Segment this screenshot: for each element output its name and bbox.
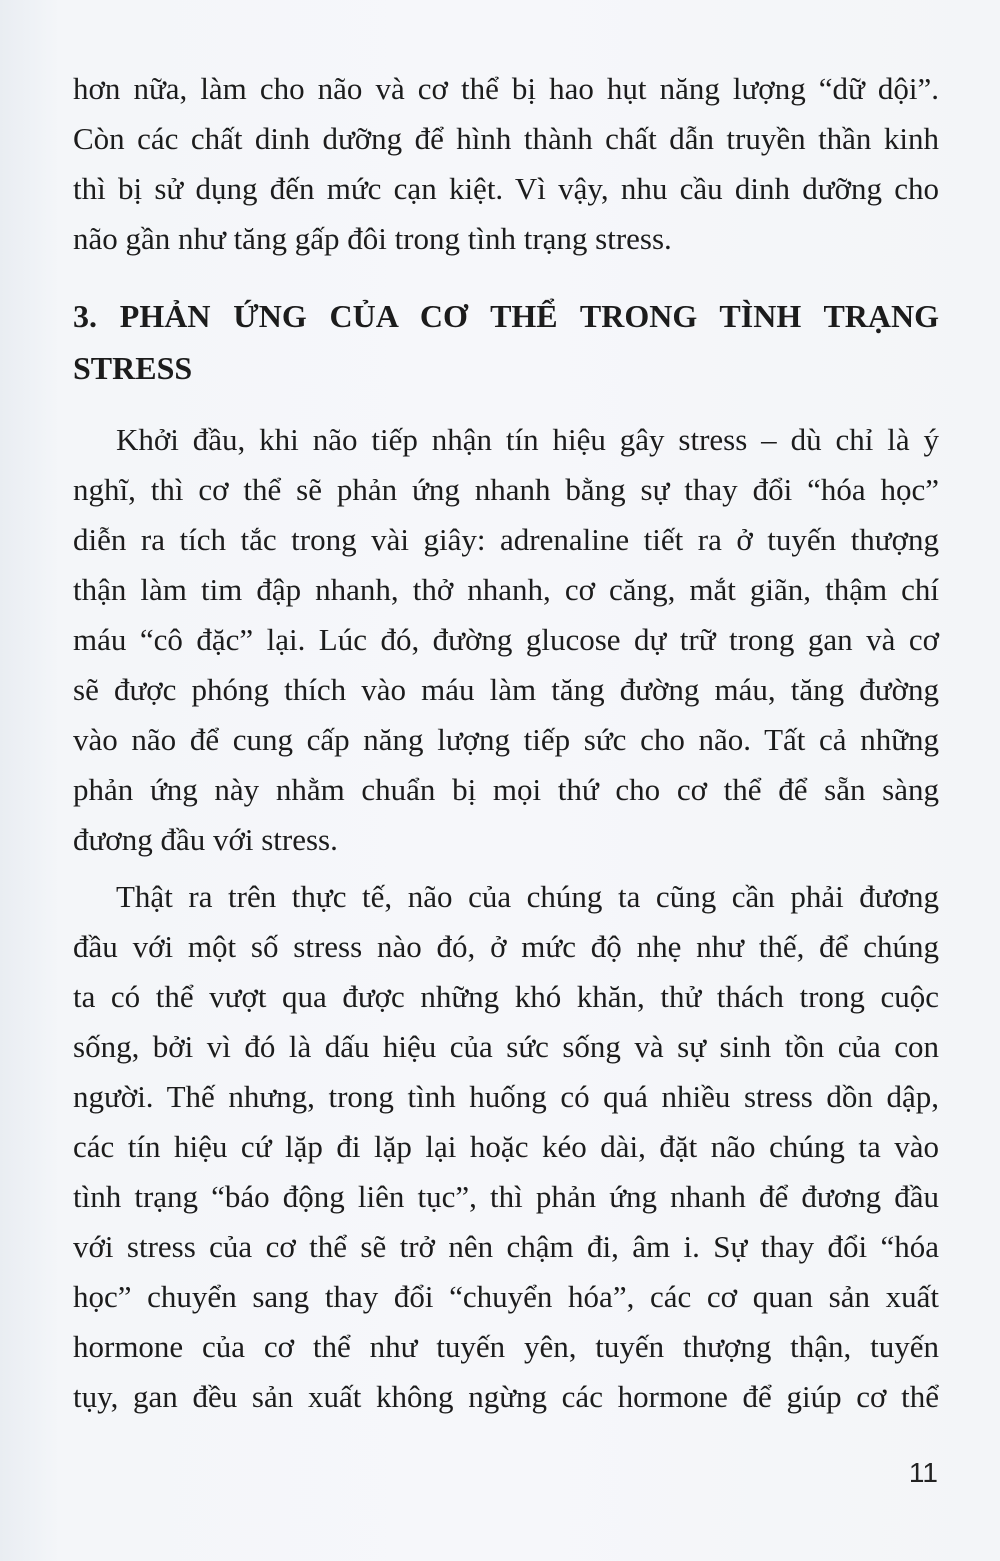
- text-line: tình trạng “báo động liên tục”, thì phản ứng nhanh để đương đầu: [73, 1179, 939, 1214]
- text-line: não gần như tăng gấp đôi trong tình trạng stress.: [73, 221, 672, 256]
- text-line: thận làm tim đập nhanh, thở nhanh, cơ căng, mắt giãn, thậm chí: [73, 572, 939, 607]
- text-line: người. Thế nhưng, trong tình huống có quá nhiều stress dồn dập,: [73, 1079, 939, 1114]
- text-line: máu “cô đặc” lại. Lúc đó, đường glucose dự trữ trong gan và cơ: [73, 622, 939, 657]
- text-line: thì bị sử dụng đến mức cạn kiệt. Vì vậy, nhu cầu dinh dưỡng cho: [73, 171, 939, 206]
- text-line: với stress của cơ thể sẽ trở nên chậm đi, âm i. Sự thay đổi “hóa: [73, 1229, 939, 1264]
- text-line: học” chuyển sang thay đổi “chuyển hóa”, các cơ quan sản xuất: [73, 1279, 939, 1314]
- text-line: ta có thể vượt qua được những khó khăn, thử thách trong cuộc: [73, 979, 939, 1014]
- text-line: đương đầu với stress.: [73, 822, 338, 857]
- text-line: Còn các chất dinh dưỡng để hình thành chất dẫn truyền thần kinh: [73, 121, 939, 156]
- text-line: các tín hiệu cứ lặp đi lặp lại hoặc kéo dài, đặt não chúng ta vào: [73, 1129, 939, 1164]
- text-line: Khởi đầu, khi não tiếp nhận tín hiệu gây stress – dù chỉ là ý: [116, 422, 939, 457]
- text-line: phản ứng này nhằm chuẩn bị mọi thứ cho cơ thể để sẵn sàng: [73, 772, 939, 807]
- text-line: nghĩ, thì cơ thể sẽ phản ứng nhanh bằng sự thay đổi “hóa học”: [73, 472, 939, 507]
- text-line: sống, bởi vì đó là dấu hiệu của sức sống và sự sinh tồn của con: [73, 1029, 939, 1064]
- text-line: vào não để cung cấp năng lượng tiếp sức cho não. Tất cả những: [73, 722, 939, 757]
- text-line: Thật ra trên thực tế, não của chúng ta cũng cần phải đương: [116, 879, 939, 914]
- text-line: tụy, gan đều sản xuất không ngừng các hormone để giúp cơ thể: [73, 1379, 939, 1414]
- heading-line: STRESS: [73, 350, 193, 386]
- paragraph-1: [73, 64, 939, 264]
- text-line: hơn nữa, làm cho não và cơ thể bị hao hụt năng lượng “dữ dội”.: [73, 71, 939, 106]
- paragraph-2: [73, 415, 939, 865]
- text-line: sẽ được phóng thích vào máu làm tăng đường máu, tăng đường: [73, 672, 939, 707]
- text-line: đầu với một số stress nào đó, ở mức độ nhẹ như thế, để chúng: [73, 929, 939, 964]
- section-heading: [73, 290, 939, 394]
- paragraph-3: [73, 872, 939, 1422]
- text-line: diễn ra tích tắc trong vài giây: adrenaline tiết ra ở tuyến thượng: [73, 522, 939, 557]
- page-number: 11: [908, 1457, 938, 1488]
- heading-line: 3. PHẢN ỨNG CỦA CƠ THỂ TRONG TÌNH TRẠNG: [73, 298, 939, 334]
- text-line: hormone của cơ thể như tuyến yên, tuyến thượng thận, tuyến: [73, 1329, 939, 1364]
